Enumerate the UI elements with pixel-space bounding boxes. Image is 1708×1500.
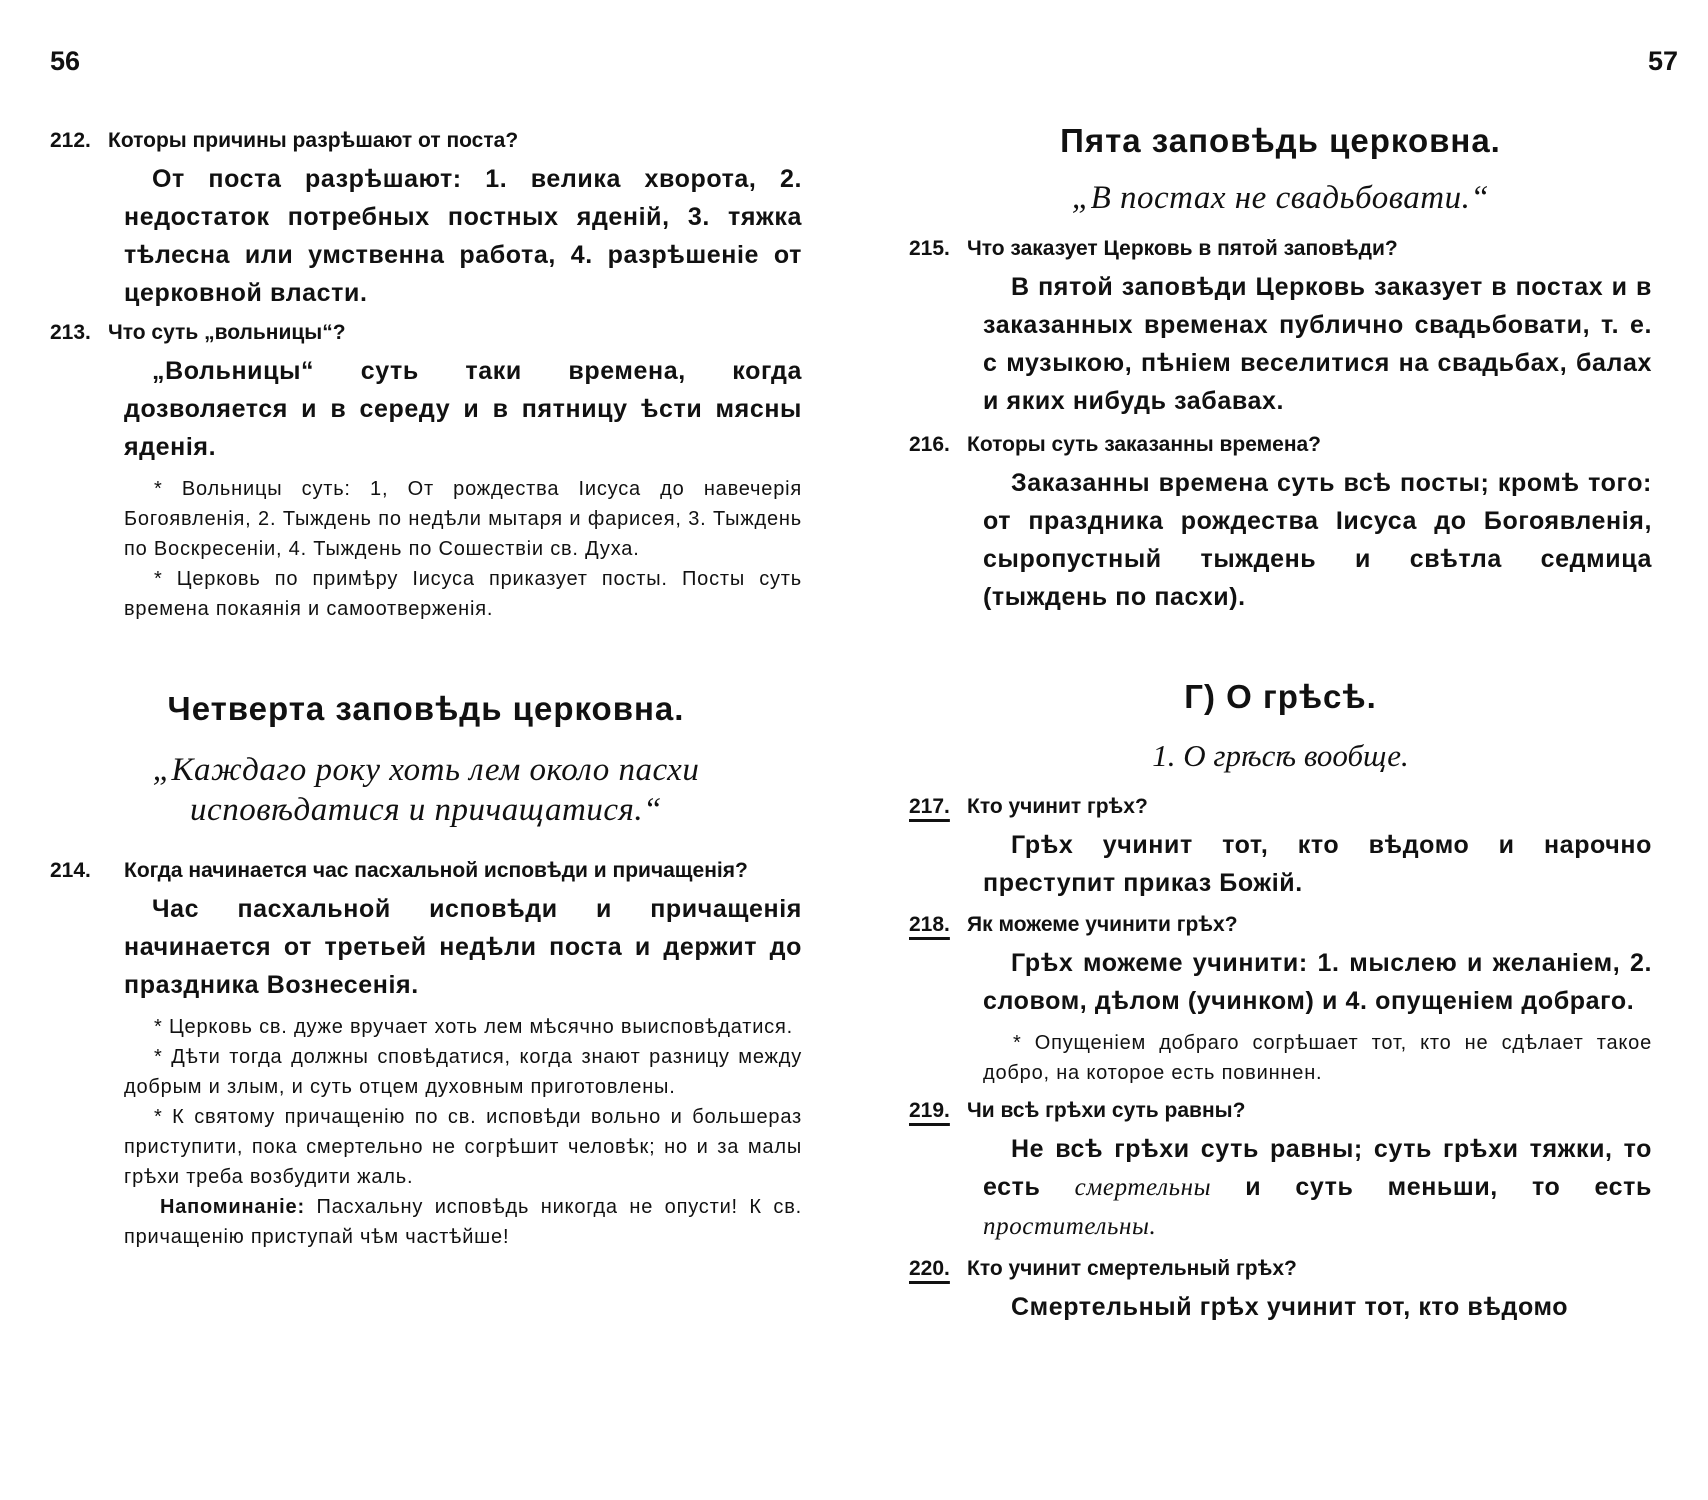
notice-text: Пасхальну исповѣдь никогда не опусти! К св. причащенію приступай чѣм частѣйше!	[124, 1196, 802, 1248]
question-number: 214.	[50, 859, 91, 882]
section-subtitle-sin: 1. О грѣсѣ вообще.	[1152, 738, 1409, 773]
answer-216: Заказанны времена суть всѣ посты; кромѣ того: от праздника рождества Іисуса до Богоявленія, сыропустный тыждень и свѣтла седмица (тыждень по пасхи).	[983, 469, 1652, 611]
question-number: 220.	[909, 1257, 950, 1280]
question-218	[909, 910, 1652, 940]
note-214-3: * К святому причащенію по св. исповѣди вольно и большераз приступити, пока смертельно не согрѣшит человѣк; но и за малы грѣхи треба возбудити жаль.	[124, 1106, 802, 1188]
question-text: Когда начинается час пасхальной исповѣди и причащенія?	[124, 859, 748, 882]
answer-220: Смертельный грѣх учинит тот, кто вѣдомо	[1011, 1293, 1569, 1321]
answer-219	[983, 1130, 1652, 1246]
question-number: 213.	[50, 321, 91, 344]
question-text: Что заказует Церковь в пятой заповѣди?	[967, 237, 1398, 260]
section-title-fifth-commandment: Пята заповѣдь церковна.	[1060, 122, 1501, 159]
question-214	[50, 856, 802, 886]
left-column	[50, 118, 802, 1252]
answer-217: Грѣх учинит тот, кто вѣдомо и нарочно преступит приказ Божій.	[983, 831, 1652, 897]
question-219	[909, 1096, 1652, 1126]
answer-emphasis: простительны.	[983, 1213, 1157, 1240]
question-217	[909, 792, 1652, 822]
question-number: 217.	[909, 795, 950, 818]
question-text: Которы суть заказанны времена?	[967, 433, 1322, 456]
question-number: 215.	[909, 237, 950, 260]
question-text: Кто учинит смертельный грѣх?	[967, 1257, 1297, 1280]
section-title-fourth-commandment: Четверта заповѣдь церковна.	[167, 690, 685, 727]
section-subtitle-line2: исповѣдатися и причащатися.“	[190, 792, 662, 828]
question-number: 219.	[909, 1099, 950, 1122]
question-number: 216.	[909, 433, 950, 456]
question-215	[909, 234, 1652, 264]
answer-text: Не всѣ грѣхи суть равны; суть грѣхи тяжки, то есть	[983, 1135, 1652, 1201]
answer-212: От поста разрѣшают: 1. велика хворота, 2. недостаток потребных постных яденій, 3. тяжка тѣлесна или умственна работа, 4. разрѣшеніе от церковной власти.	[124, 165, 802, 307]
question-212	[50, 126, 802, 156]
question-text: Которы причины разрѣшают от поста?	[108, 129, 519, 152]
page-number-right: 57	[1647, 46, 1678, 76]
answer-214: Час пасхальной исповѣди и причащенія начинается от третьей недѣли поста и держит до праздника Вознесенія.	[124, 895, 802, 999]
note-213-1: * Вольницы суть: 1, От рождества Іисуса до навечерія Богоявленія, 2. Тыждень по недѣли мытаря и фарисея, 3. Тыждень по Воскресеніи, 4. Тыждень по Сошествіи св. Духа.	[124, 478, 802, 560]
note-214-2: * Дѣти тогда должны сповѣдатися, когда знают разницу между добрым и злым, и суть отцем духовным приготовлены.	[124, 1046, 802, 1098]
question-text: Кто учинит грѣх?	[967, 795, 1148, 818]
question-text: Чи всѣ грѣхи суть равны?	[967, 1099, 1246, 1122]
right-column	[909, 118, 1652, 1326]
notice-214	[124, 1192, 802, 1252]
question-213	[50, 318, 802, 348]
answer-215: В пятой заповѣди Церковь заказует в постах и в заказанных временах публично свадьбовати, т. е. с музыкою, пѣніем веселитися на свадьбах, балах и яких нибудь забавах.	[983, 273, 1652, 415]
page-number-left: 56	[50, 46, 81, 76]
answer-213: „Вольницы“ суть таки времена, когда дозволяется и в середу и в пятницу ѣсти мясны яденія.	[124, 357, 802, 461]
question-216	[909, 430, 1652, 460]
note-214-1: * Церковь св. дуже вручает хоть лем мѣсячно выисповѣдатися.	[154, 1016, 793, 1038]
answer-text: и суть меньши, то есть	[1245, 1173, 1652, 1201]
note-213-2: * Церковь по примѣру Іисуса приказует посты. Посты суть времена покаянія и самоотверженія.	[124, 568, 802, 620]
question-text: Что суть „вольницы“?	[108, 321, 346, 344]
section-subtitle-fifth: „В постах не свадьбовати.“	[1071, 180, 1490, 216]
notice-label: Напоминаніе:	[160, 1196, 305, 1218]
question-number: 218.	[909, 913, 950, 936]
section-subtitle-line1: „Каждаго року хоть лем около пасхи	[152, 752, 700, 788]
question-220	[909, 1254, 1652, 1284]
question-number: 212.	[50, 129, 91, 152]
answer-218: Грѣх можеме учинити: 1. мыслею и желаніем, 2. словом, дѣлом (учинком) и 4. опущеніем добраго.	[983, 949, 1652, 1015]
section-title-sin: Г) О грѣсѣ.	[1184, 678, 1377, 715]
note-218-1: * Опущеніем добраго согрѣшает тот, кто не сдѣлает такое добро, на которое есть повиннен.	[983, 1032, 1652, 1084]
answer-emphasis: смертельны	[1074, 1174, 1212, 1201]
question-text: Як можеме учинити грѣх?	[967, 913, 1238, 936]
